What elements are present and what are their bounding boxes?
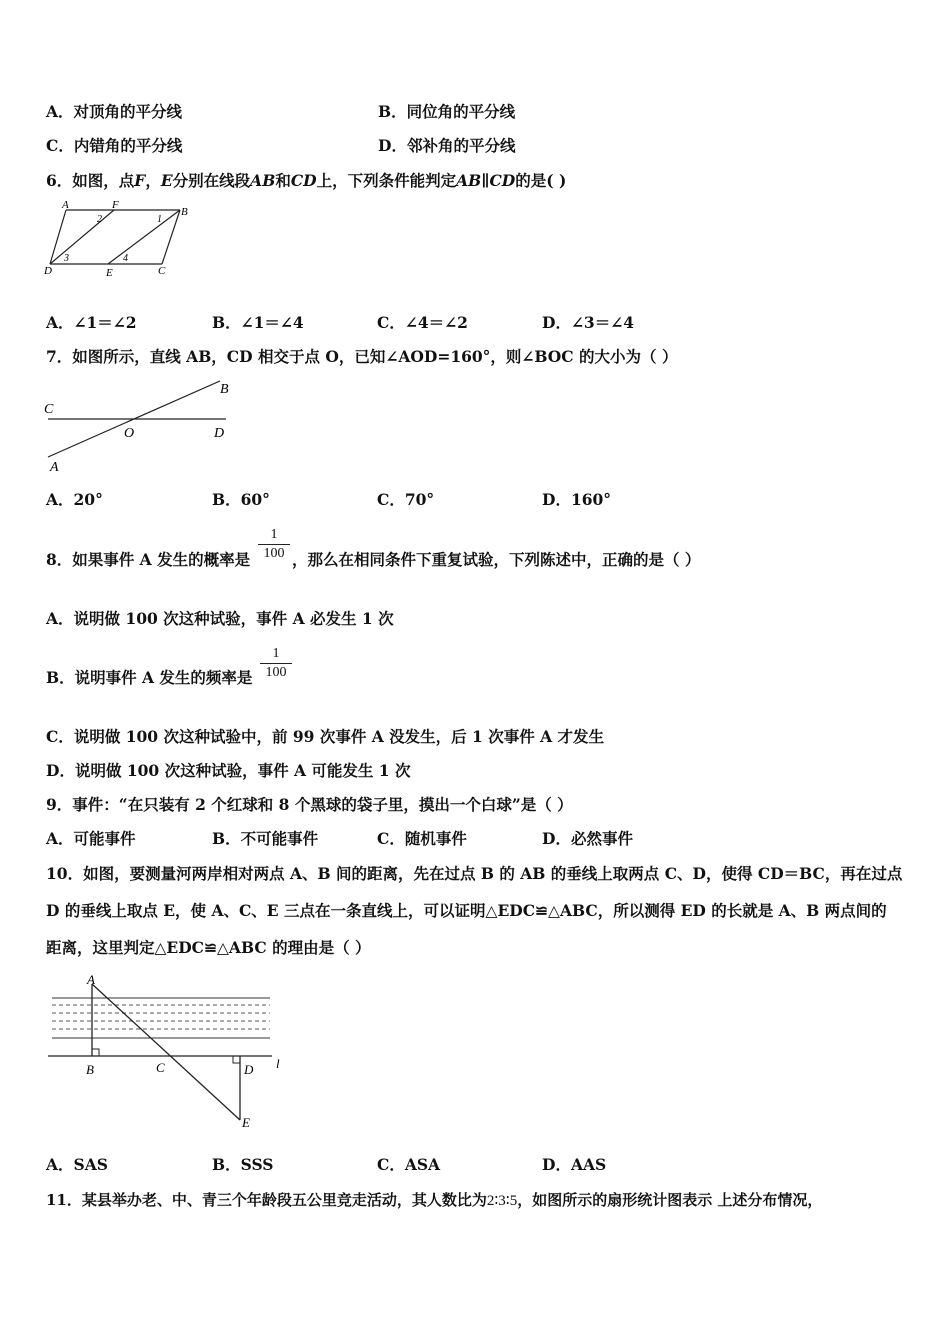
q8-option-b: B．说明事件 A 发生的频率是 (46, 668, 253, 687)
q6-angle-2: 2 (97, 214, 102, 225)
q10-label-l: l (276, 1056, 280, 1071)
q6-option-a: A．∠1＝∠2 (46, 313, 137, 332)
q5-option-d: D．邻补角的平分线 (378, 136, 516, 155)
q7-label-a: A (50, 460, 59, 475)
q11-ratio: 2∶3∶5 (486, 1193, 518, 1209)
q8-stem-pre: 8．如果事件 A 发生的概率是 (46, 550, 251, 569)
q10-river-figure (44, 970, 289, 1132)
q6-angle-3: 3 (64, 253, 69, 264)
q6-label-b: B (181, 206, 188, 218)
q5-option-b: B．同位角的平分线 (378, 102, 516, 121)
q7-intersecting-lines-figure (40, 375, 240, 475)
q6-label-f: F (112, 200, 119, 211)
q8-option-a: A．说明做 100 次这种试验，事件 A 必发生 1 次 (46, 609, 394, 628)
q9-option-d: D．必然事件 (542, 829, 633, 848)
q5-option-a: A．对顶角的平分线 (46, 102, 183, 121)
q7-option-b: B．60° (212, 490, 270, 509)
q8-option-b-frac-den: 100 (265, 665, 287, 680)
q7-label-d: D (214, 426, 225, 441)
q7-label-b: B (220, 382, 229, 397)
q10-label-b: B (86, 1062, 94, 1077)
q9-option-c: C．随机事件 (377, 829, 467, 848)
q6-parallelogram-figure (44, 200, 204, 280)
q8-frac-den: 100 (263, 546, 285, 561)
q6-label-d: D (44, 265, 52, 277)
q8-probability-fraction (258, 526, 290, 563)
q10-label-e: E (242, 1115, 250, 1130)
q10-label-c: C (156, 1060, 165, 1075)
q10-label-d: D (244, 1062, 254, 1077)
q9-option-a: A．可能事件 (46, 829, 136, 848)
q10-option-c: C．ASA (377, 1155, 441, 1174)
q7-option-a: A．20° (46, 490, 103, 509)
q7-label-c: C (44, 402, 54, 417)
q6-stem: 6．如图，点F，E分别在线段AB和CD上，下列条件能判定AB∥CD的是( ) (46, 171, 567, 190)
q10-stem-line2: D 的垂线上取点 E，使 A、C、E 三点在一条直线上，可以证明△EDC≌△ABC，所以测得 ED 的长就是 A、B 两点间的 (46, 901, 887, 920)
q7-label-o: O (124, 426, 135, 441)
q6-option-b: B．∠1＝∠4 (212, 313, 304, 332)
q6-angle-4: 4 (123, 253, 128, 264)
q6-label-e: E (106, 267, 113, 279)
q8-frac-num: 1 (258, 526, 290, 545)
q10-stem-line3: 距离，这里判定△EDC≌△ABC 的理由是（ ） (46, 938, 371, 957)
q10-option-a: A．SAS (46, 1155, 108, 1174)
q8-option-c: C．说明做 100 次这种试验中，前 99 次事件 A 没发生，后 1 次事件 A 才发生 (46, 727, 605, 746)
q8-option-b-frac-num: 1 (260, 645, 292, 664)
q6-label-c: C (158, 265, 166, 277)
q10-label-a: A (87, 972, 95, 987)
q7-stem: 7．如图所示，直线 AB，CD 相交于点 O，已知∠AOD=160°，则∠BOC 的大小为（ ） (46, 347, 678, 366)
q9-stem: 9．事件：“在只装有 2 个红球和 8 个黑球的袋子里，摸出一个白球”是（ ） (46, 795, 573, 814)
q6-option-c: C．∠4＝∠2 (377, 313, 468, 332)
q8-option-b-fraction (260, 645, 292, 682)
q10-option-d: D．AAS (542, 1155, 607, 1174)
q10-stem-line1: 10．如图，要测量河两岸相对两点 A、B 间的距离，先在过点 B 的 AB 的垂线上取两点 C、D，使得 CD＝BC，再在过点 (46, 864, 903, 883)
q11-stem: 11．某县举办老、中、青三个年龄段五公里竞走活动，其人数比为2∶3∶5，如图所示的扇形统计图表示 上述分布情况， (46, 1191, 823, 1209)
q6-label-a: A (62, 200, 69, 211)
q8-option-d: D．说明做 100 次这种试验，事件 A 可能发生 1 次 (46, 761, 411, 780)
q9-option-b: B．不可能事件 (212, 829, 319, 848)
q6-option-d: D．∠3＝∠4 (542, 313, 634, 332)
q8-stem-post: ，那么在相同条件下重复试验，下列陈述中，正确的是（ ） (292, 550, 701, 569)
q7-option-c: C．70° (377, 490, 435, 509)
q6-angle-1: 1 (157, 214, 162, 225)
q5-option-c: C．内错角的平分线 (46, 136, 183, 155)
q7-option-d: D．160° (542, 490, 612, 509)
q10-option-b: B．SSS (212, 1155, 274, 1174)
